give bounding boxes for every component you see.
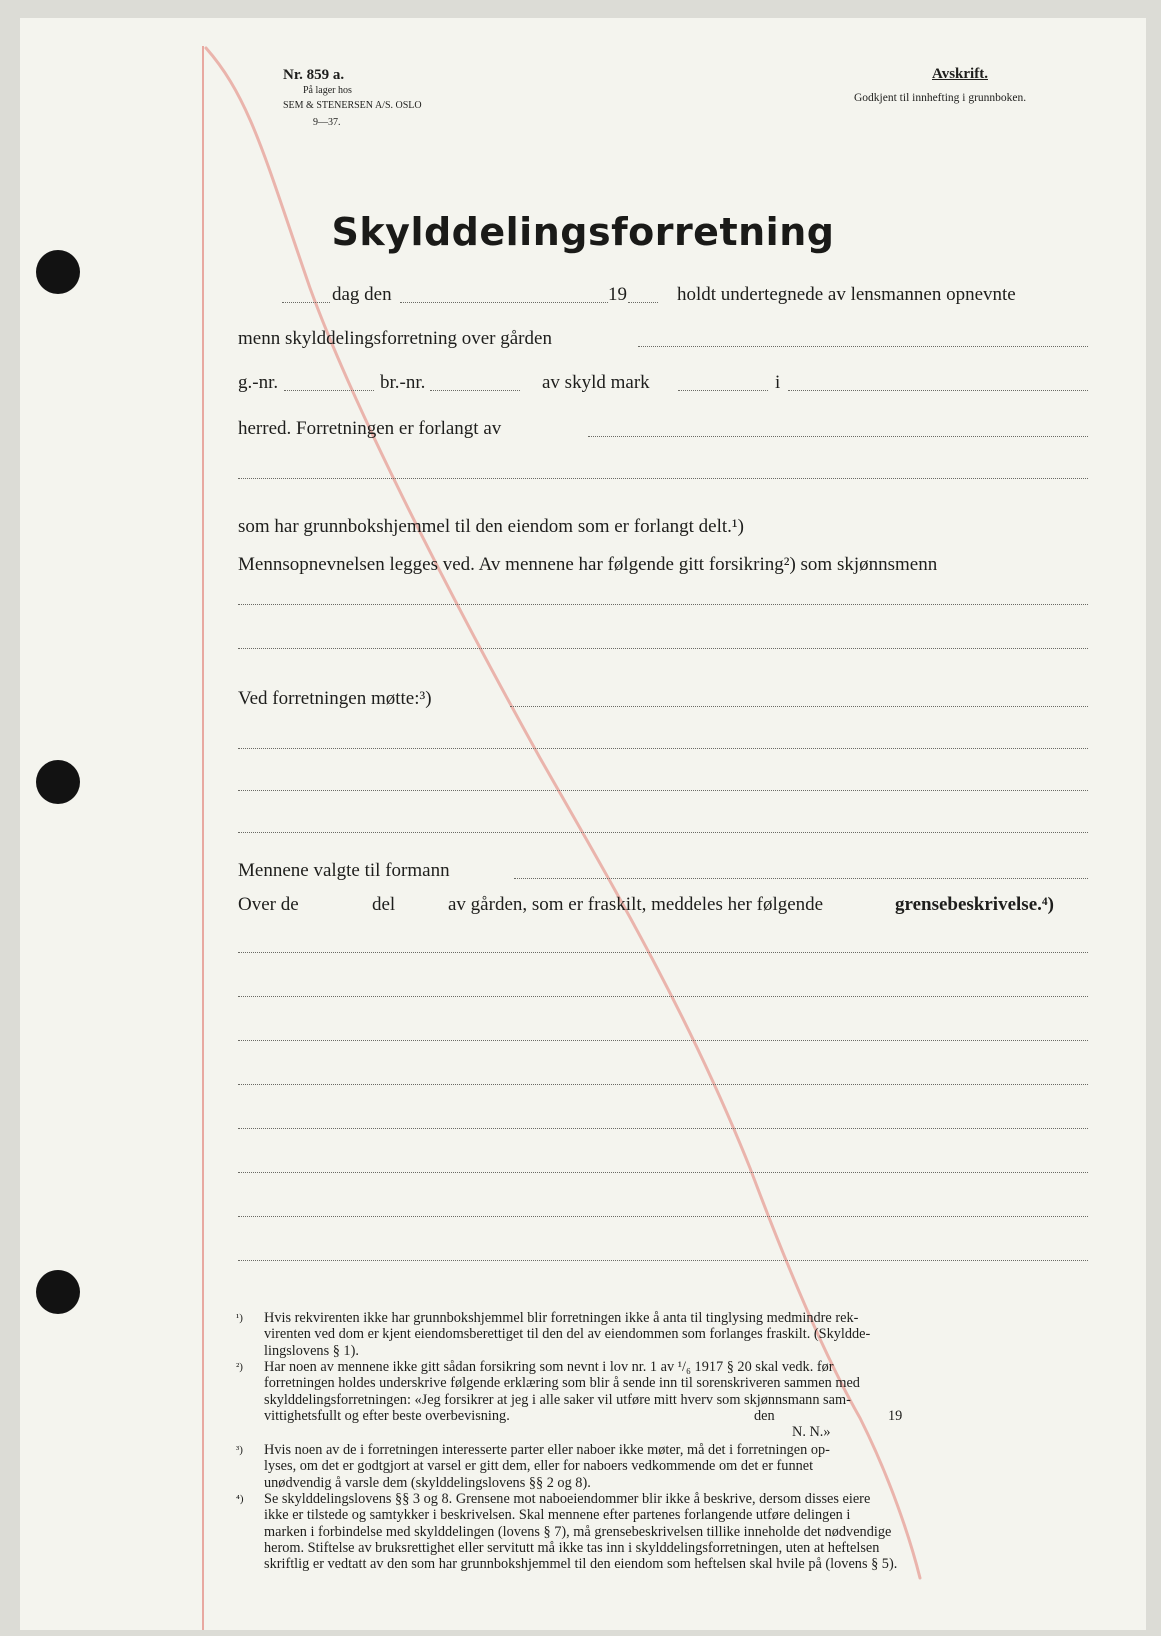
field-attendees-1: [510, 706, 1088, 707]
label-boundary-description: grensebeskrivelse.⁴): [895, 894, 1054, 915]
label-dag-den: dag den: [332, 284, 392, 305]
label-line6: Mennsopnevnelsen legges ved. Av mennene har følgende gitt forsikring²) som skjønnsmenn: [238, 554, 938, 575]
field-attendees-4: [238, 832, 1088, 833]
field-assessors-2: [238, 648, 1088, 649]
footnote-3-line: Hvis noen av de i forretningen interesserte parter eller naboer ikke møter, må det i forretningen op-: [264, 1442, 830, 1458]
footnote-4-mark: ⁴): [236, 1493, 244, 1505]
field-date: [400, 302, 608, 303]
footnote-4-line: Se skylddelingslovens §§ 3 og 8. Grensene mot naboeiendommer blir ikke å beskrive, dersom disses eiere: [264, 1491, 871, 1507]
footnote-1-mark: ¹): [236, 1312, 243, 1324]
footnote-2-line: skylddelingsforretningen: «Jeg forsikrer at jeg i alle saker vil utføre mitt hverv som skjønnsmann sam-: [264, 1391, 851, 1408]
label-i: i: [775, 372, 781, 393]
field-boundary-2: [238, 996, 1088, 997]
publisher-line-1: På lager hos: [303, 85, 352, 96]
footnote-2: [236, 1359, 903, 1441]
field-farm: [638, 346, 1088, 347]
footnote-2-line: forretningen holdes underskrive følgende erklæring som blir å sende inn til sorenskriveren sammen med: [264, 1375, 860, 1392]
footnote-1: [236, 1310, 870, 1359]
form-number: Nr. 859 a.: [283, 67, 345, 83]
form-number-block: [283, 68, 422, 130]
label-gnr: g.-nr.: [238, 372, 279, 393]
print-code: 9—37.: [313, 117, 341, 128]
footnote-2-den: den: [754, 1407, 775, 1424]
field-boundary-3: [238, 1040, 1088, 1041]
footnote-1-line: lingslovens § 1).: [264, 1342, 359, 1359]
field-chairman: [514, 878, 1088, 879]
footnote-4-line: herom. Stiftelse av bruksrettighet eller servitutt må ikke tas inn i skylddelingsforretningen, uten at heftelsen: [264, 1539, 880, 1556]
footnote-2-mark: ²): [236, 1361, 243, 1373]
field-boundary-8: [238, 1260, 1088, 1261]
copy-label: Avskrift.: [932, 66, 988, 82]
label-brnr: br.-nr.: [380, 372, 426, 393]
label-line2: menn skylddelingsforretning over gården: [238, 328, 552, 349]
footnote-4-line: ikke er tilstede og samtykker i beskrivelsen. Skal mennene efter partenes forlangende utføre delingen i: [264, 1507, 851, 1524]
label-line7: Ved forretningen møtte:³): [238, 688, 432, 709]
field-year: [628, 302, 658, 303]
label-line9-rest: av gården, som er fraskilt, meddeles her følgende: [448, 894, 824, 915]
footnote-3-mark: ³): [236, 1444, 243, 1456]
field-skyld: [678, 390, 768, 391]
field-boundary-5: [238, 1128, 1088, 1129]
field-boundary-7: [238, 1216, 1088, 1217]
footnote-2-nn: N. N.»: [792, 1424, 831, 1441]
footnote-2-line: vittighetsfullt og efter beste overbevisning.: [264, 1407, 510, 1424]
label-19: 19: [608, 284, 627, 305]
punch-hole-top: [36, 250, 80, 294]
label-line8: Mennene valgte til formann: [238, 860, 450, 881]
field-requested-by-cont: [238, 478, 1088, 479]
punch-hole-bottom: [36, 1270, 80, 1314]
footnote-1-line: Hvis rekvirenten ikke har grunnbokshjemmel blir forretningen ikke å anta til tinglysing medmindre rek-: [264, 1310, 859, 1326]
footnote-4-line: skriftlig er vedtatt av den som har grunnbokshjemmel til den eiendom som heftelsen skal hvile på (lovens § 5).: [264, 1556, 898, 1573]
field-municipality: [788, 390, 1088, 391]
field-boundary-4: [238, 1084, 1088, 1085]
label-line4: herred. Forretningen er forlangt av: [238, 418, 502, 439]
label-skyld: av skyld mark: [542, 372, 650, 393]
field-boundary-1: [238, 952, 1088, 953]
publisher-line-2: SEM & STENERSEN A/S. OSLO: [283, 100, 422, 111]
field-attendees-3: [238, 790, 1088, 791]
page-title: Skylddelingsforretning: [331, 210, 835, 254]
footnote-2-19: 19: [888, 1407, 903, 1424]
field-gnr: [284, 390, 374, 391]
approval-note: Godkjent til innhefting i grunnboken.: [854, 92, 1027, 104]
field-boundary-6: [238, 1172, 1088, 1173]
field-brnr: [430, 390, 520, 391]
footnote-3-line: lyses, om det er godtgjort at varsel er gitt dem, eller for naboers vedkommende om det er funnet: [264, 1458, 814, 1475]
field-requested-by: [588, 436, 1088, 437]
field-weekday: [282, 302, 330, 303]
label-del: del: [372, 894, 396, 915]
footnote-3-line: unødvendig å varsle dem (skylddelingslovens §§ 2 og 8).: [264, 1474, 591, 1491]
footnote-2-line: Har noen av mennene ikke gitt sådan forsikring som nevnt i lov nr. 1 av ¹/₆ 1917 § 20 skal vedk. før: [264, 1359, 834, 1375]
footnote-1-line: virenten ved dom er kjent eiendomsberettiget til den del av eiendommen som forlanges fraskilt. (Skyldde-: [264, 1326, 871, 1343]
punch-hole-middle: [36, 760, 80, 804]
label-line5: som har grunnbokshjemmel til den eiendom som er forlangt delt.¹): [238, 516, 744, 537]
field-assessors-1: [238, 604, 1088, 605]
footnote-4: [236, 1491, 897, 1572]
footnote-3: [236, 1442, 830, 1491]
label-line1-rest: holdt undertegnede av lensmannen opnevnte: [677, 284, 1016, 305]
label-over-de: Over de: [238, 894, 299, 915]
footnote-4-line: marken i forbindelse med skylddelingen (lovens § 7), må grensebeskrivelsen tillike inneholde det nødvendige: [264, 1523, 892, 1540]
form-sheet: [20, 18, 1146, 1630]
field-attendees-2: [238, 748, 1088, 749]
